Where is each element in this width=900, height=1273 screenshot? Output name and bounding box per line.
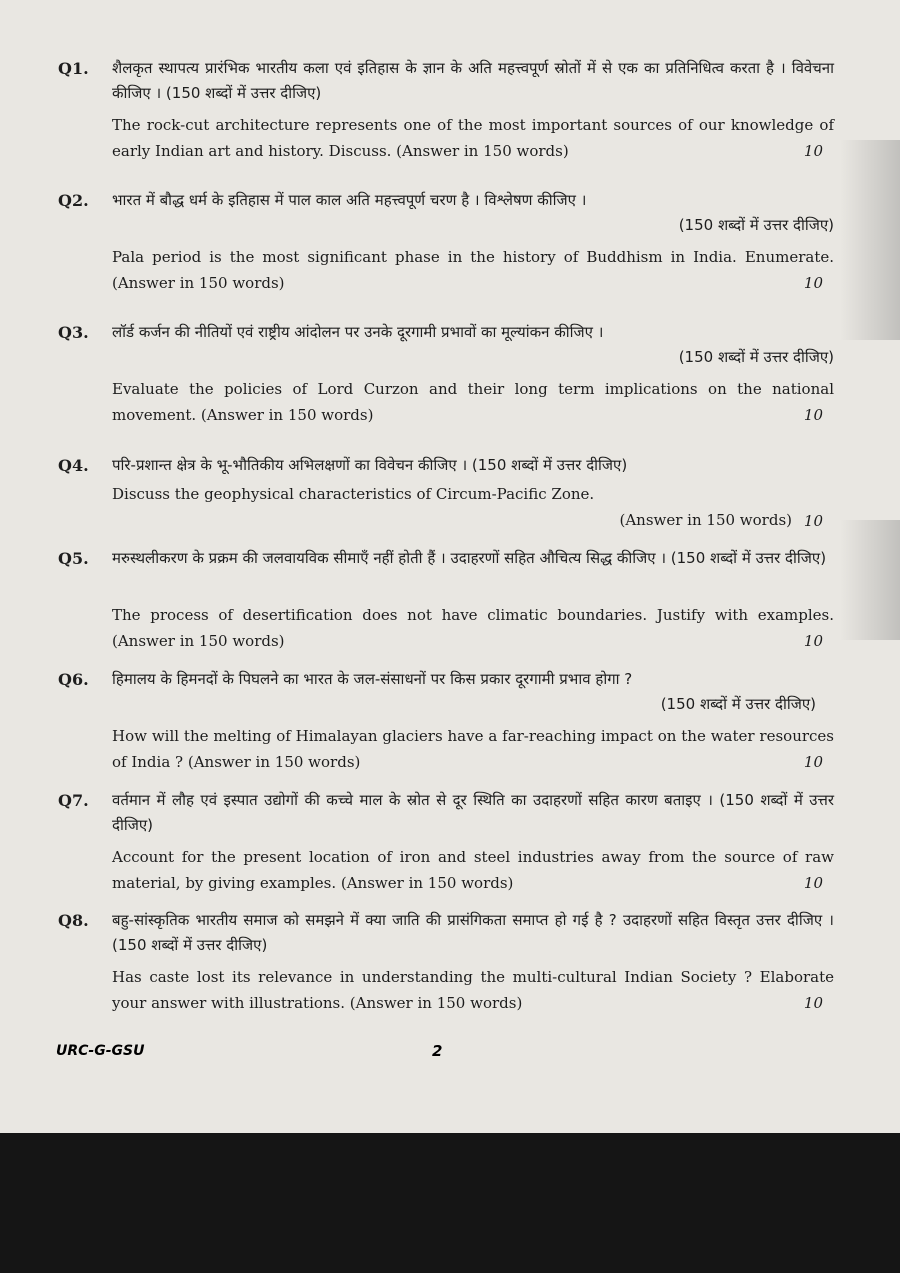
question-marks: 10 — [803, 632, 823, 650]
question-hindi-word-limit: (150 शब्दों में उत्तर दीजिए) — [678, 216, 834, 234]
question-marks: 10 — [803, 274, 823, 292]
question-number: Q4. — [58, 456, 89, 475]
question-english-text: Pala period is the most significant phase in the history of Buddhism in India. Enumerate. (Answer in 150 words) — [112, 248, 834, 292]
question-4 — [58, 453, 823, 538]
question-3 — [58, 320, 834, 430]
question-english-text: How will the melting of Himalayan glaciers have a far-reaching impact on the water resources of India ? (Answer in 150 words) — [112, 727, 834, 771]
question-1 — [58, 56, 834, 166]
question-hindi — [112, 320, 834, 370]
question-english-text: Has caste lost its relevance in understanding the multi-cultural Indian Society ? Elaborate your answer with illustrations. (Answer in 150 words) — [112, 968, 834, 1012]
paper-code: URC-G-GSU — [56, 1043, 145, 1059]
scan-bleed-shadow — [840, 520, 900, 640]
question-marks: 10 — [803, 994, 823, 1012]
question-hindi-text: मरुस्थलीकरण के प्रक्रम की जलवायविक सीमाएँ नहीं होती हैं । उदाहरणों सहित औचित्य सिद्ध कीजिए । (150 शब्दों में उत्तर दीजिए) — [112, 549, 827, 567]
page-number: 2 — [432, 1042, 443, 1060]
question-number: Q3. — [58, 323, 89, 342]
question-english-text: Discuss the geophysical characteristics of Circum-Pacific Zone. — [112, 485, 595, 503]
question-marks: 10 — [803, 406, 823, 424]
question-english-text: Evaluate the policies of Lord Curzon and their long term implications on the national movement. (Answer in 150 words) — [112, 380, 834, 424]
question-marks: 10 — [803, 142, 823, 160]
scanner-background — [0, 1133, 900, 1273]
question-hindi — [112, 188, 834, 238]
question-hindi-text: वर्तमान में लौह एवं इस्पात उद्योगों की कच्चे माल के स्रोत से दूर स्थिति का उदाहरणों सहित कारण बताइए । (150 शब्दों में उत्तर दीजिए) — [112, 791, 834, 834]
question-hindi-text: शैलकृत स्थापत्य प्रारंभिक भारतीय कला एवं इतिहास के ज्ञान के अति महत्त्वपूर्ण स्रोतों में से एक का प्रतिनिधित्व करता है । विवेचना कीजिए । (150 शब्दों में उत्तर दीजिए) — [112, 59, 834, 102]
question-hindi — [112, 667, 816, 717]
question-english-word-limit: (Answer in 150 words) — [619, 511, 792, 529]
question-hindi — [112, 546, 834, 571]
question-english-text: The process of desertification does not have climatic boundaries. Justify with examples. (Answer in 150 words) — [112, 606, 834, 650]
question-english — [112, 844, 834, 896]
question-hindi — [112, 453, 834, 478]
question-hindi-word-limit: (150 शब्दों में उत्तर दीजिए) — [660, 695, 816, 713]
question-6 — [58, 667, 834, 777]
question-hindi-text: बहु-सांस्कृतिक भारतीय समाज को समझने में क्या जाति की प्रासंगिकता समाप्त हो गई है ? उदाहरणों सहित विस्तृत उत्तर दीजिए । (150 शब्दों में उत्तर दीजिए) — [112, 911, 834, 954]
question-english — [112, 112, 834, 164]
question-english — [112, 964, 834, 1016]
question-5 — [58, 546, 834, 656]
question-8 — [58, 908, 834, 1018]
question-2 — [58, 188, 834, 298]
question-number: Q2. — [58, 191, 89, 210]
question-marks: 10 — [803, 512, 823, 530]
question-hindi — [112, 788, 834, 838]
question-hindi — [112, 56, 834, 106]
question-hindi-word-limit: (150 शब्दों में उत्तर दीजिए) — [678, 348, 834, 366]
question-marks: 10 — [803, 874, 823, 892]
question-hindi-text: हिमालय के हिमनदों के पिघलने का भारत के जल-संसाधनों पर किस प्रकार दूरगामी प्रभाव होगा ? — [112, 670, 633, 688]
question-number: Q5. — [58, 549, 89, 568]
question-hindi-text: लॉर्ड कर्जन की नीतियों एवं राष्ट्रीय आंदोलन पर उनके दूरगामी प्रभावों का मूल्यांकन कीजिए । — [112, 323, 604, 341]
question-english-text: Account for the present location of iron and steel industries away from the source of raw material, by giving examples. (Answer in 150 words) — [112, 848, 834, 892]
question-english-text: The rock-cut architecture represents one of the most important sources of our knowledge of early Indian art and history. Discuss. (Answer in 150 words) — [112, 116, 834, 160]
question-hindi — [112, 908, 834, 958]
question-7 — [58, 788, 834, 898]
question-english — [112, 244, 834, 296]
question-english — [112, 602, 834, 654]
question-number: Q6. — [58, 670, 89, 689]
question-english — [112, 481, 792, 533]
question-hindi-text: भारत में बौद्ध धर्म के इतिहास में पाल काल अति महत्त्वपूर्ण चरण है । विश्लेषण कीजिए । — [112, 191, 587, 209]
question-marks: 10 — [803, 753, 823, 771]
question-english — [112, 376, 834, 428]
question-english — [112, 723, 834, 775]
question-number: Q8. — [58, 911, 89, 930]
question-hindi-text: परि-प्रशान्त क्षेत्र के भू-भौतिकीय अभिलक्षणों का विवेचन कीजिए । (150 शब्दों में उत्तर दीजिए) — [112, 456, 628, 474]
question-number: Q1. — [58, 59, 89, 78]
question-number: Q7. — [58, 791, 89, 810]
scan-bleed-shadow — [840, 140, 900, 340]
